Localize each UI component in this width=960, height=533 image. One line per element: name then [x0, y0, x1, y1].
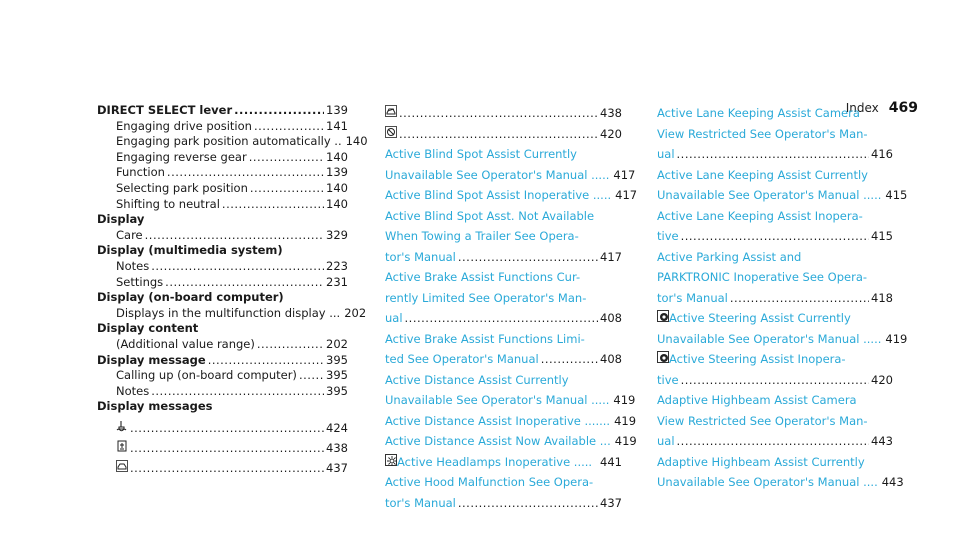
coolant-warning-icon [116, 440, 128, 452]
index-link[interactable]: When Towing a Trailer See Opera- [385, 229, 579, 243]
index-link[interactable]: Active Lane Keeping Assist Currently [657, 167, 868, 182]
index-column-1 [97, 103, 368, 478]
index-link[interactable]: Adaptive Highbeam Assist Camera [657, 393, 857, 407]
index-entry: ..... 438 [385, 103, 622, 124]
index-link-row[interactable]: Unavailable See Operator's Manual ..... 419 [385, 393, 636, 407]
index-subentry: Engaging reverse gear ..... 140 [97, 150, 348, 166]
index-link[interactable]: Adaptive Highbeam Assist Currently [657, 454, 865, 469]
index-link[interactable]: Active Brake Assist Functions Limi- [385, 331, 585, 346]
index-link[interactable]: PARKTRONIC Inoperative See Opera- [657, 270, 868, 284]
index-link-row[interactable]: Active Distance Assist Now Available ... 419 [385, 434, 637, 448]
index-subentry: (Additional value range) ..... 202 [97, 337, 348, 353]
index-link[interactable]: Active Lane Keeping Assist Camera [657, 106, 860, 120]
index-subentry: ..... 437 [97, 458, 348, 478]
index-subentry: Shifting to neutral ..... 140 [97, 197, 348, 213]
headlamp-sun-icon [385, 454, 397, 466]
index-link-row[interactable]: Unavailable See Operator's Manual .... 443 [657, 475, 904, 489]
index-subentry: Care ..... 329 [97, 228, 348, 244]
index-heading-display-obc: Display (on-board computer) [97, 290, 284, 305]
index-subentry: Notes ..... 395 [97, 384, 348, 400]
index-link[interactable]: Active Blind Spot Assist Currently [385, 147, 577, 161]
index-link-row[interactable]: Unavailable See Operator's Manual ..... 415 [657, 188, 908, 202]
index-link-row[interactable]: tor's Manual ..... 418 [657, 288, 893, 309]
index-link[interactable]: Active Blind Spot Asst. Not Available [385, 208, 595, 223]
index-heading-display-messages: Display messages [97, 399, 213, 414]
index-link-row[interactable]: Active Steering Assist Currently [657, 308, 893, 329]
index-entry: DIRECT SELECT lever ..... 139 [97, 103, 348, 119]
index-column-2 [385, 103, 638, 513]
index-link-row[interactable]: tor's Manual ..... 417 [385, 247, 622, 268]
index-link[interactable]: Active Lane Keeping Assist Inopera- [657, 208, 863, 223]
index-link-row[interactable]: Active Distance Assist Inoperative ....... 419 [385, 413, 637, 428]
index-subentry: Selecting park position ..... 140 [97, 181, 348, 197]
index-heading-display-multimedia: Display (multimedia system) [97, 243, 283, 258]
index-link[interactable]: Active Parking Assist and [657, 249, 802, 264]
car-hood-icon [385, 105, 397, 117]
index-link-row[interactable]: tor's Manual ..... 437 [385, 493, 622, 514]
index-subentry: Settings ..... 231 [97, 275, 348, 291]
index-heading-display-content: Display content [97, 321, 199, 336]
index-link-row[interactable]: ted See Operator's Manual ..... 408 [385, 349, 622, 370]
index-link[interactable]: View Restricted See Operator's Man- [657, 126, 868, 141]
index-link-row[interactable]: ual ..... 408 [385, 308, 622, 329]
index-link-row[interactable]: Active Blind Spot Assist Inoperative ..... 417 [385, 188, 638, 202]
index-link[interactable]: View Restricted See Operator's Man- [657, 413, 868, 428]
index-link-row[interactable]: Active Headlamps Inoperative ..... 441 [385, 452, 622, 473]
index-link-row[interactable]: Unavailable See Operator's Manual ..... 417 [385, 167, 636, 182]
index-entry: Display message ..... 395 [97, 353, 348, 369]
index-entry: ..... 420 [385, 124, 622, 145]
steering-assist-icon [657, 310, 669, 322]
index-subentry: Engaging park position automatically .. 140 [116, 134, 368, 149]
index-link-row[interactable]: Active Steering Assist Inopera- [657, 349, 893, 370]
index-link[interactable]: Active Distance Assist Currently [385, 372, 569, 387]
wading-water-icon [116, 420, 128, 432]
index-heading-display: Display [97, 212, 145, 227]
index-link-row[interactable]: Unavailable See Operator's Manual ..... 419 [657, 331, 908, 346]
steering-wheel-icon [385, 126, 397, 138]
index-link-row[interactable]: tive ..... 420 [657, 370, 893, 391]
index-link[interactable]: Active Hood Malfunction See Opera- [385, 475, 594, 489]
index-link[interactable]: rently Limited See Operator's Man- [385, 290, 587, 305]
index-link-row[interactable]: ual ..... 416 [657, 144, 893, 165]
steering-assist-icon [657, 351, 669, 363]
index-link-row[interactable]: ual ..... 443 [657, 431, 893, 452]
index-subentry: Engaging drive position ..... 141 [97, 119, 348, 135]
index-subentry: Calling up (on-board computer) ..... 395 [97, 368, 348, 384]
index-subentry: ..... 438 [97, 438, 348, 458]
header-index-label: Index [845, 101, 879, 115]
index-subentry: ..... 424 [97, 418, 348, 438]
car-top-icon [116, 460, 128, 472]
index-subentry: Notes ..... 223 [97, 259, 348, 275]
index-link-row[interactable]: tive ..... 415 [657, 226, 893, 247]
page-number: 469 [888, 100, 918, 116]
index-subentry: Displays in the multifunction display ... 202 [116, 305, 367, 320]
index-link[interactable]: Active Brake Assist Functions Cur- [385, 270, 581, 284]
index-subentry: Function ..... 139 [97, 165, 348, 181]
